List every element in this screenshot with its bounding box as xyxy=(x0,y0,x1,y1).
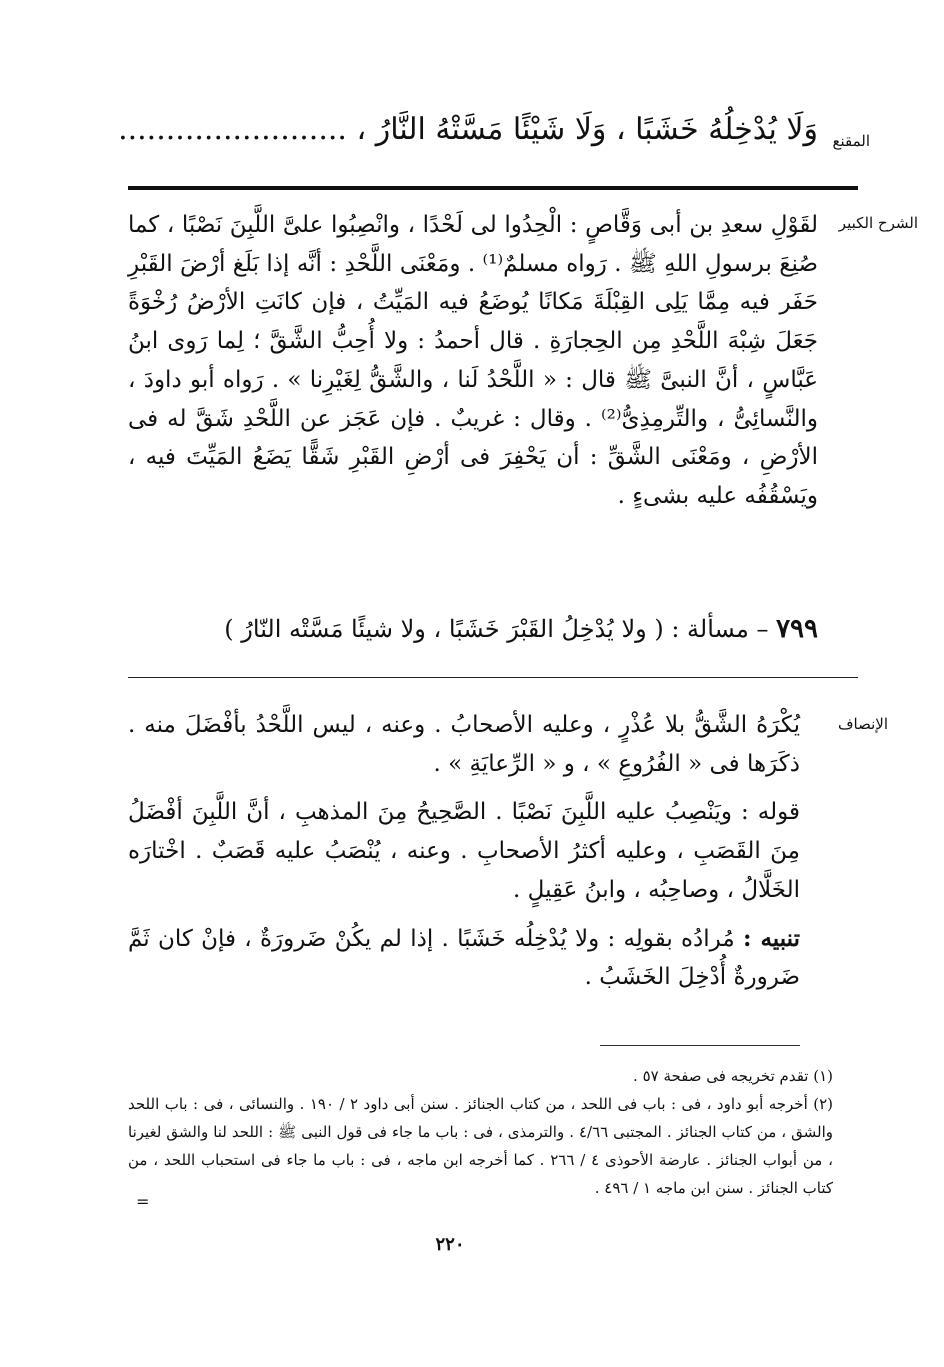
tanbih-label: تنبيه : xyxy=(742,924,800,952)
header-label-muqni: المقنع xyxy=(832,132,870,150)
section-label-insaf: الإنصاف xyxy=(837,715,888,733)
insaf-paragraph-1: يُكْرَهُ الشَّقُّ بلا عُذْرٍ ، وعليه الأصحابُ . وعنه ، ليس اللَّحْدُ بأفْضَلَ منه . ذكَرَها فى « الفُرُوعِ » ، و « الرِّعايَةِ » . xyxy=(128,712,800,777)
tanbih-text: مُرادُه بقولِه : ولا يُدْخِلُه خَشَبًا . إذا لم يكُنْ ضَرورَةٌ ، فإنْ كان ثَمَّ ضَرورةٌ أُدْخِلَ الخَشَبُ . xyxy=(128,925,800,991)
masala-line xyxy=(128,614,818,644)
masala-text: – مسألة : ( ولا يُدْخِلُ القَبْرَ خَشَبًا ، ولا شيئًا مَسَّتْه النّارُ ) xyxy=(224,615,769,643)
insaf-paragraph-2: قوله : ويَنْصِبُ عليه اللَّبِنَ نَصْبًا . الصَّحِيحُ مِنَ المذهبِ ، أنَّ اللَّبِنَ أفْضَلُ مِنَ القَصَبِ ، وعليه أكثرُ الأصحابِ . وعنه ، يُنْصَبُ عليه قَصَبٌ . اخْتارَه الخَلَّالُ ، وصاحِبُه ، وابنُ عَقِيلٍ . xyxy=(128,799,800,903)
footnotes xyxy=(128,1062,833,1202)
section-divider xyxy=(128,677,858,678)
masala-number: ٧٩٩ xyxy=(776,614,818,644)
insaf-body xyxy=(128,706,800,1007)
page-number: ٢٢٠ xyxy=(435,1234,465,1255)
footnote-2: (٢) أخرجه أبو داود ، فى : باب فى اللحد ، من كتاب الجنائز . سنن أبى داود ٢ / ١٩٠ . والنسائى ، فى : باب اللحد والشق ، من كتاب الجنائز . المجتبى ٤/٦٦ . والترمذى ، فى : باب ما جاء فى قول النبى ﷺ : اللحد لنا والشق لغيرنا ، من أبواب الجنائز . عارضة الأحوذى ٤ / ٢٦٦ . كما أخرجه ابن ماجه ، فى : باب ما جاء فى استحباب اللحد ، من كتاب الجنائز . سنن ابن ماجه ١ / ٤٩٦ . xyxy=(128,1095,833,1197)
header-matn-text: وَلَا يُدْخِلُهُ خَشَبًا ، وَلَا شَيْئًا مَسَّتْهُ النَّارُ ، ........................ xyxy=(118,112,818,147)
section-label-sharh: الشرح الكبير xyxy=(838,214,918,232)
footnote-rule xyxy=(600,1045,800,1046)
footnote-1: (١) تقدم تخريجه فى صفحة ٥٧ . xyxy=(633,1067,833,1085)
continuation-mark: = xyxy=(136,1192,150,1211)
header-rule xyxy=(128,186,858,190)
sharh-body: لقَوْلِ سعدِ بن أبى وَقَّاصٍ : الْحِدُوا لى لَحْدًا ، وانْصِبُوا علىَّ اللَّبِنَ نَصْبًا ، كما صُنِعَ برسولِ اللهِ ﷺ . رَواه مسلمٌ⁽¹⁾ . ومَعْنَى اللَّحْدِ : أنَّه إذا بَلَغ أرْضَ القَبْرِ حَفَر فيه مِمَّا يَلِى القِبْلَةَ مَكانًا يُوضَعُ فيه المَيِّتُ ، فإن كانَتِ الأرْضُ رُخْوَةً جَعَلَ شِبْهَ اللَّحْدِ مِن الحِجارَةِ . قال أحمدُ : ولا أُحِبُّ الشَّقَّ ؛ لِما رَوى ابنُ عَبَّاسٍ ، أنَّ النبىَّ ﷺ قال : « اللَّحْدُ لَنا ، والشَّقُّ لِغَيْرِنا » . رَواه أبو داودَ ، والنَّسائِىُّ ، والتِّرمِذِىُّ⁽²⁾ . وقال : غريبٌ . فإن عَجَز عن اللَّحْدِ شَقَّ له فى الأرْضِ ، ومَعْنَى الشَّقِّ : أن يَحْفِرَ فى أرْضِ القَبْرِ شَقًّا يَضَعُ المَيِّتَ فيه ، ويَسْقُفُه عليه بشىءٍ . xyxy=(128,212,818,509)
insaf-paragraph-3 xyxy=(128,920,800,997)
